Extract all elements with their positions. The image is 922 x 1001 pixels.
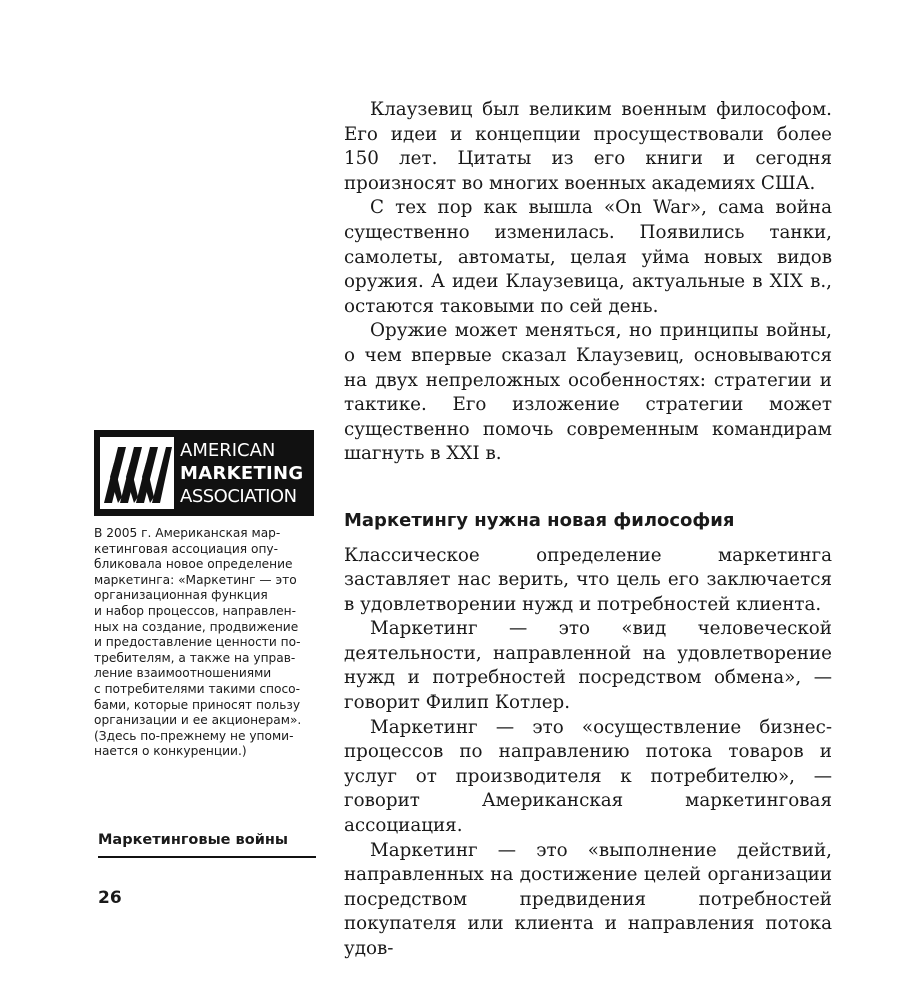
body-paragraph: С тех пор как вышла «On War», сама война существенно изменилась. Появились танки, самолеты, автоматы, целая уйма новых видов оружия. А идеи Клаузевица, актуальные в XIX в., остаются таковыми по сей день. bbox=[344, 197, 832, 317]
section-heading: Маркетингу нужна новая философия bbox=[344, 509, 735, 531]
note-line: нается о конкуренции.) bbox=[94, 744, 247, 759]
ama-logo-mark-icon bbox=[100, 437, 174, 509]
running-head: Маркетинговые войны bbox=[98, 832, 316, 858]
body-paragraph: Клаузевиц был великим военным философом. Его идеи и концепции просуществовали более 150 лет. Цитаты из его книги и сегодня произносят во многих военных академиях США. bbox=[344, 99, 832, 194]
body-paragraph: Маркетинг — это «выполнение действий, направленных на достижение целей организации посредством предвидения потребностей покупателя или клиента и направления потока удов- bbox=[344, 839, 832, 959]
page-number: 26 bbox=[98, 888, 122, 908]
note-line: бами, которые приносят пользу bbox=[94, 697, 301, 712]
note-line: организационная функция bbox=[94, 588, 268, 603]
note-line: (Здесь по-прежнему не упоми- bbox=[94, 728, 294, 743]
ama-logo bbox=[94, 430, 314, 516]
note-line: и набор процессов, направлен- bbox=[94, 603, 297, 618]
note-line: бликовала новое определение bbox=[94, 557, 293, 572]
note-line: требителям, а также на управ- bbox=[94, 650, 296, 665]
note-line: ление взаимоотношениями bbox=[94, 666, 272, 681]
note-line: и предоставление ценности по- bbox=[94, 635, 301, 650]
note-line: В 2005 г. Американская мар- bbox=[94, 526, 281, 540]
ama-logo-wordmark bbox=[180, 439, 303, 508]
note-line: маркетинга: «Маркетинг — это bbox=[94, 572, 297, 587]
note-line: организации и ее акционерам». bbox=[94, 713, 302, 728]
body-paragraph: Маркетинг — это «осуществление бизнес-процессов по направлению потока товаров и услуг от производителя к потребителю», — говорит Американская маркетинговая ассоциация. bbox=[344, 716, 832, 837]
logo-line: MARKETING bbox=[180, 462, 304, 484]
sidebar bbox=[94, 430, 314, 760]
logo-line: AMERICAN bbox=[180, 439, 276, 461]
main-text-column bbox=[344, 98, 832, 962]
sidebar-note bbox=[94, 526, 308, 760]
note-line: кетинговая ассоциация опу- bbox=[94, 541, 279, 556]
note-line: с потребителями такими спосо- bbox=[94, 681, 300, 696]
body-paragraph: Оружие может меняться, но принципы войны, о чем впервые сказал Клаузевиц, основываются на двух непреложных особенностях: стратегии и тактике. Его изложение стратегии может существенно помочь современным командирам шагнуть в XXI в. bbox=[344, 320, 832, 465]
logo-line: ASSOCIATION bbox=[180, 485, 297, 507]
body-paragraph: Классическое определение маркетинга заставляет нас верить, что цель его заключается в удовлетворении нужд и потребностей клиента. bbox=[344, 544, 832, 615]
note-line: ных на создание, продвижение bbox=[94, 619, 299, 634]
body-paragraph: Маркетинг — это «вид человеческой деятельности, направленной на удовлетворение нужд и потребностей посредством обмена», — говорит Филип Котлер. bbox=[344, 618, 832, 714]
